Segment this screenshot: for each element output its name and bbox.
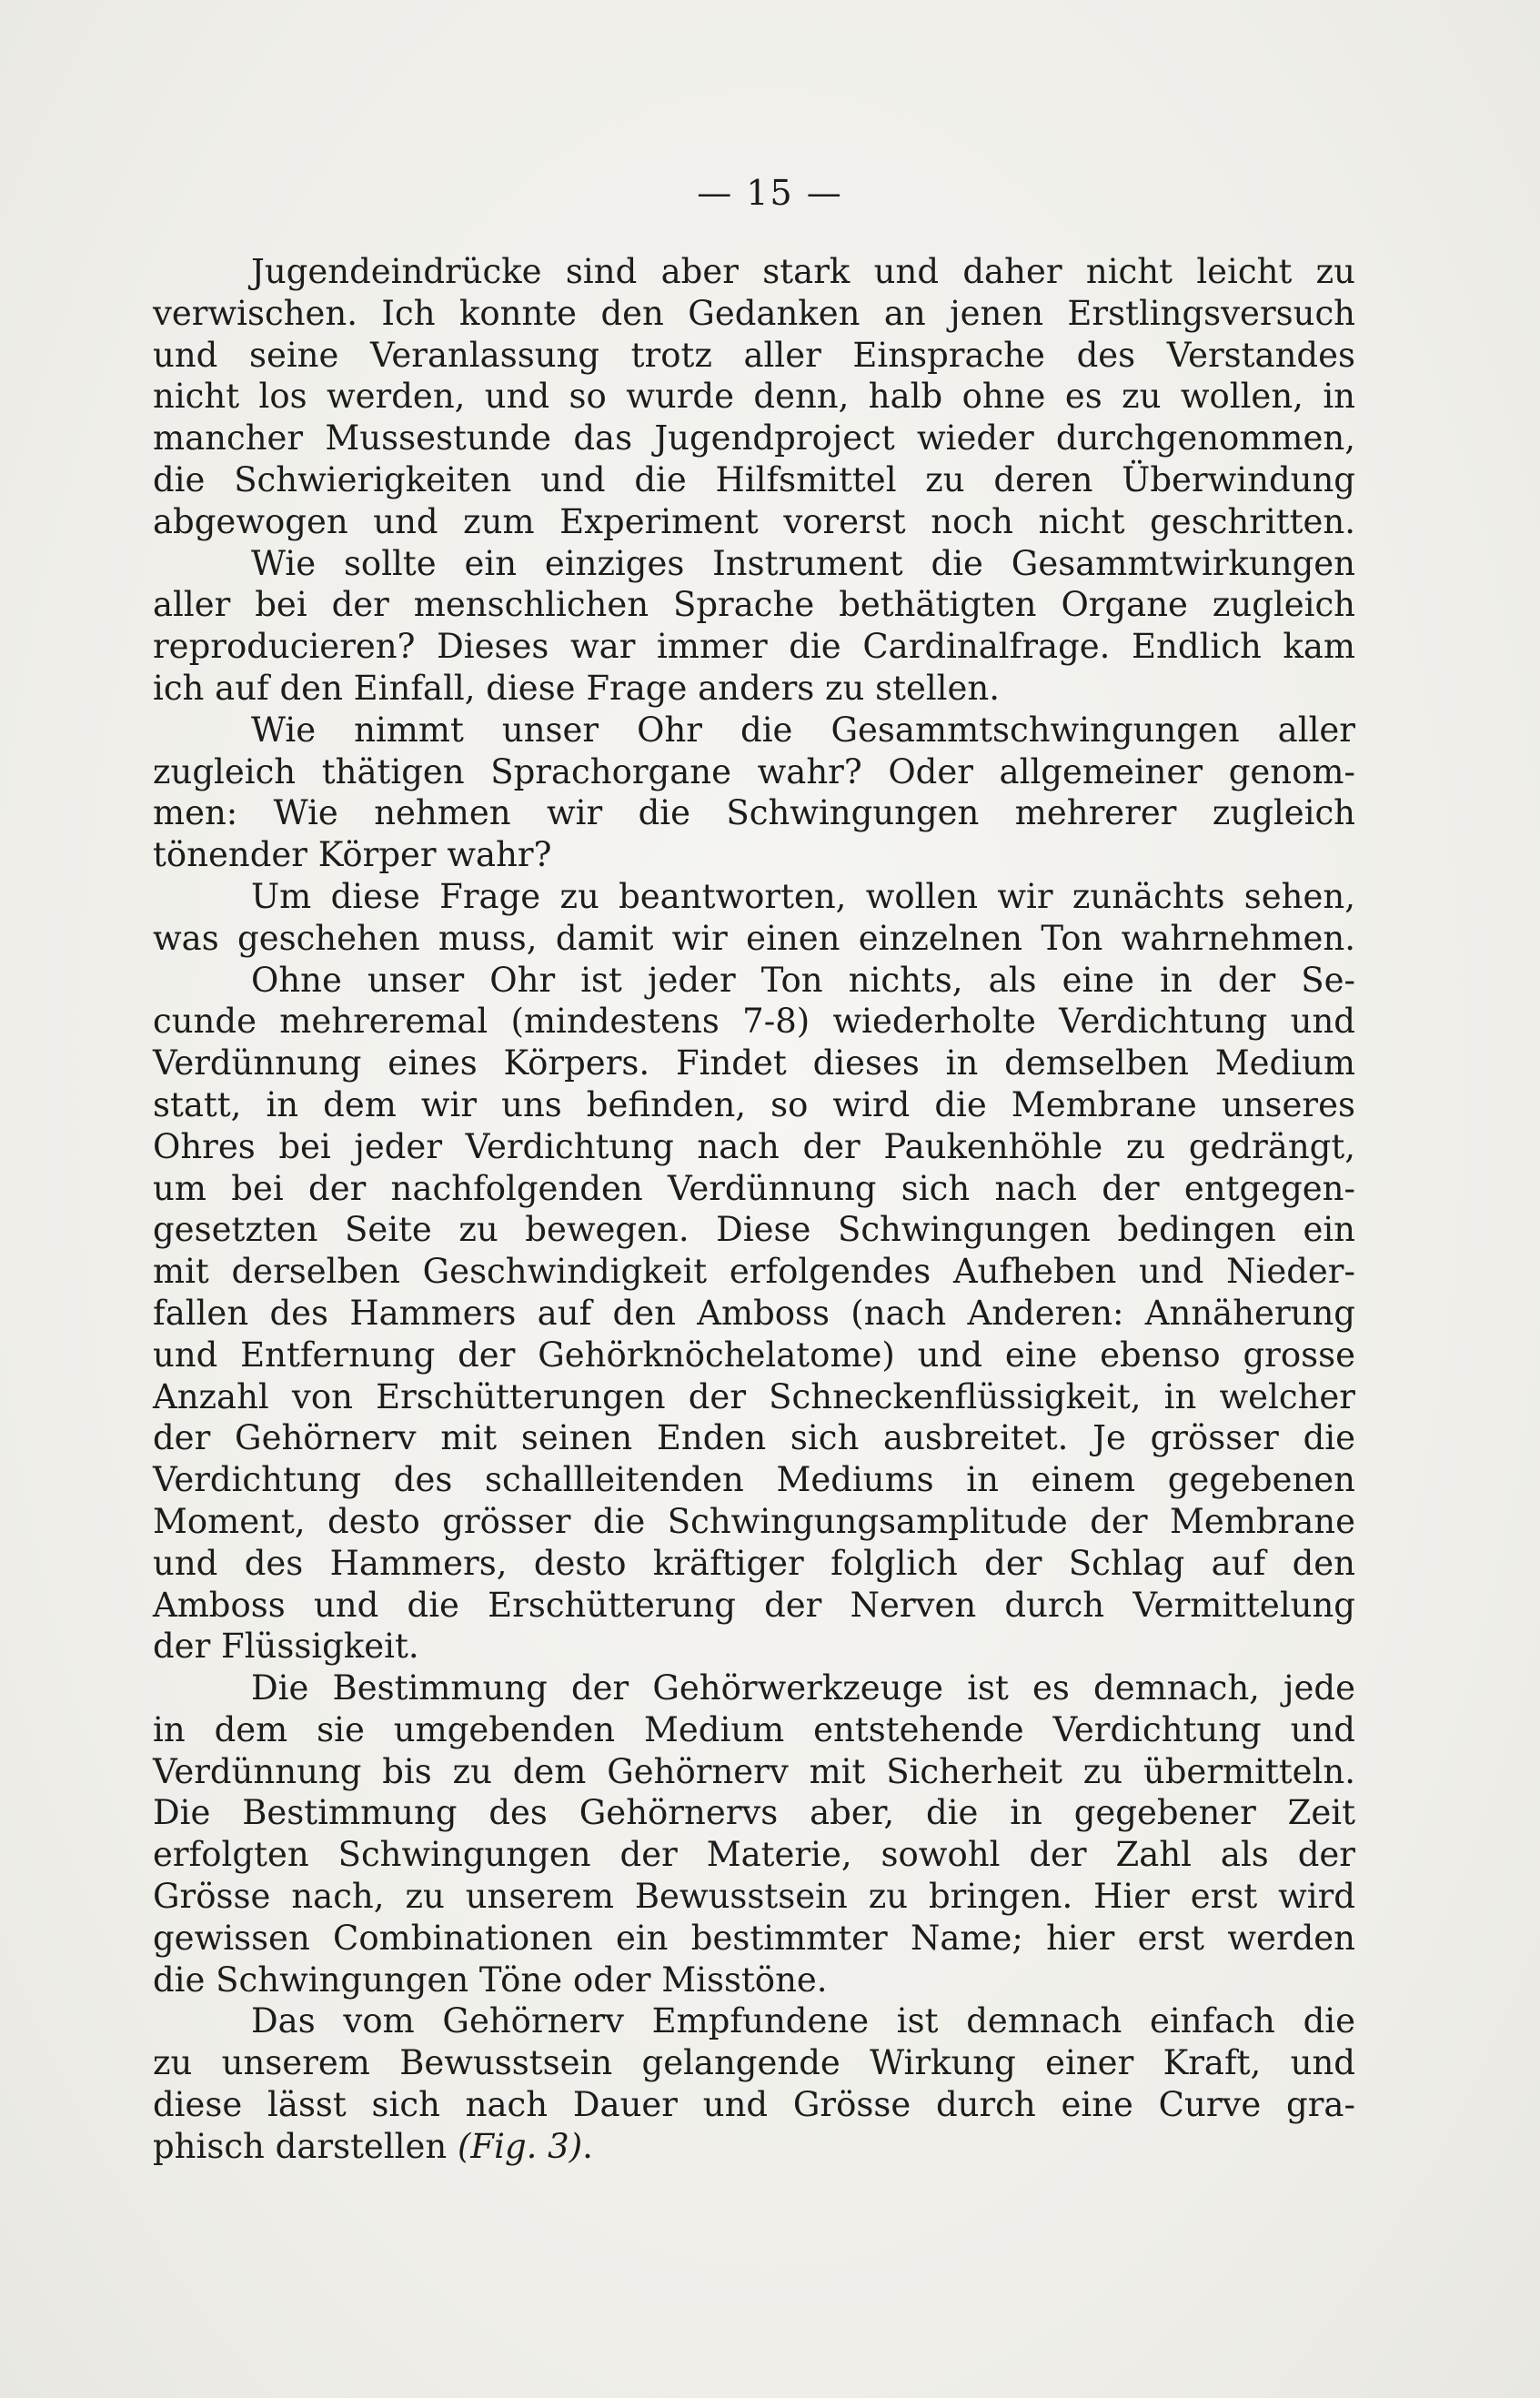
text-line: ich auf den Einfall, diese Frage anders zu stellen. (153, 668, 1000, 708)
text-line: zu unserem Bewusstsein gelangende Wirkung einer Kraft, und (153, 2043, 1355, 2083)
text-line: der Flüssigkeit. (153, 1627, 419, 1667)
text-line: gesetzten Seite zu bewegen. Diese Schwingungen bedingen ein (153, 1210, 1355, 1250)
text-line: diese lässt sich nach Dauer und Grösse durch eine Curve gra- (153, 2085, 1355, 2125)
text-line: und des Hammers, desto kräftiger folglich der Schlag auf den (153, 1543, 1355, 1583)
text-line: in dem sie umgebenden Medium entstehende Verdichtung und (153, 1709, 1355, 1749)
text-line: Amboss und die Erschütterung der Nerven durch Vermittelung (153, 1585, 1355, 1625)
body-text (153, 251, 1355, 2168)
text-line: Moment, desto grösser die Schwingungsamplitude der Membrane (153, 1501, 1355, 1541)
text-line: und Entfernung der Gehörknöchelatome) und eine ebenso grosse (153, 1335, 1355, 1375)
text-line: was geschehen muss, damit wir einen einzelnen Ton wahrnehmen. (153, 918, 1355, 958)
text-line: mit derselben Geschwindigkeit erfolgendes Aufheben und Nieder- (153, 1252, 1355, 1292)
text-line: um bei der nachfolgenden Verdünnung sich nach der entgegen- (153, 1168, 1355, 1208)
text-line: mancher Mussestunde das Jugendproject wieder durchgenommen, (153, 418, 1355, 458)
text-line: der Gehörnerv mit seinen Enden sich ausbreitet. Je grösser die (153, 1418, 1355, 1458)
text-line: gewissen Combinationen ein bestimmter Name; hier erst werden (153, 1918, 1355, 1958)
text-line: erfolgten Schwingungen der Materie, sowohl der Zahl als der (153, 1835, 1355, 1875)
text-line: zugleich thätigen Sprachorgane wahr? Oder allgemeiner genom- (153, 751, 1355, 791)
text-line: Verdichtung des schallleitenden Mediums in einem gegebenen (153, 1460, 1355, 1500)
text-line: aller bei der menschlichen Sprache bethätigten Organe zugleich (153, 585, 1355, 625)
text-line: Ohres bei jeder Verdichtung nach der Paukenhöhle zu gedrängt, (153, 1126, 1355, 1166)
text-line: abgewogen und zum Experiment vorerst noch nicht geschritten. (153, 501, 1355, 541)
text-line: Das vom Gehörnerv Empfundene ist demnach einfach die (251, 2001, 1355, 2041)
text-line: Jugendeindrücke sind aber stark und daher nicht leicht zu (251, 252, 1355, 291)
text-line: statt, in dem wir uns befinden, so wird die Membrane unseres (153, 1084, 1355, 1124)
text-line: und seine Veranlassung trotz aller Einsprache des Verstandes (153, 335, 1355, 375)
text-line: reproducieren? Dieses war immer die Cardinalfrage. Endlich kam (153, 627, 1355, 667)
text-line: Um diese Frage zu beantworten, wollen wir zunächts sehen, (251, 876, 1355, 916)
text-line: Verdünnung eines Körpers. Findet dieses in demselben Medium (153, 1043, 1355, 1083)
text-line: Anzahl von Erschütterungen der Schneckenflüssigkeit, in welcher (153, 1376, 1355, 1416)
text-line: phisch darstellen (Fig. 3). (153, 2126, 593, 2166)
text-line: Wie nimmt unser Ohr die Gesammtschwingungen aller (251, 710, 1355, 750)
text-line: die Schwingungen Töne oder Misstöne. (153, 1960, 828, 2000)
text-line: nicht los werden, und so wurde denn, halb ohne es zu wollen, in (153, 377, 1355, 417)
text-line: Die Bestimmung des Gehörnervs aber, die in gegebener Zeit (153, 1793, 1355, 1833)
text-line: tönender Körper wahr? (153, 835, 552, 875)
text-line: men: Wie nehmen wir die Schwingungen mehrerer zugleich (153, 793, 1355, 833)
text-line: Ohne unser Ohr ist jeder Ton nichts, als eine in der Se- (251, 960, 1355, 1000)
text-line: Die Bestimmung der Gehörwerkzeuge ist es demnach, jede (251, 1668, 1355, 1708)
text-line: Wie sollte ein einziges Instrument die Gesammtwirkungen (251, 543, 1355, 583)
text-line: die Schwierigkeiten und die Hilfsmittel zu deren Überwindung (153, 459, 1355, 499)
text-line: fallen des Hammers auf den Amboss (nach Anderen: Annäherung (153, 1293, 1355, 1333)
page-number: — 15 — (697, 173, 843, 213)
text-line: Verdünnung bis zu dem Gehörnerv mit Sicherheit zu übermitteln. (153, 1751, 1355, 1791)
text-line: cunde mehreremal (mindestens 7-8) wiederholte Verdichtung und (153, 1002, 1355, 1042)
text-line: verwischen. Ich konnte den Gedanken an jenen Erstlingsversuch (153, 293, 1355, 333)
text-line: Grösse nach, zu unserem Bewusstsein zu bringen. Hier erst wird (153, 1877, 1355, 1917)
